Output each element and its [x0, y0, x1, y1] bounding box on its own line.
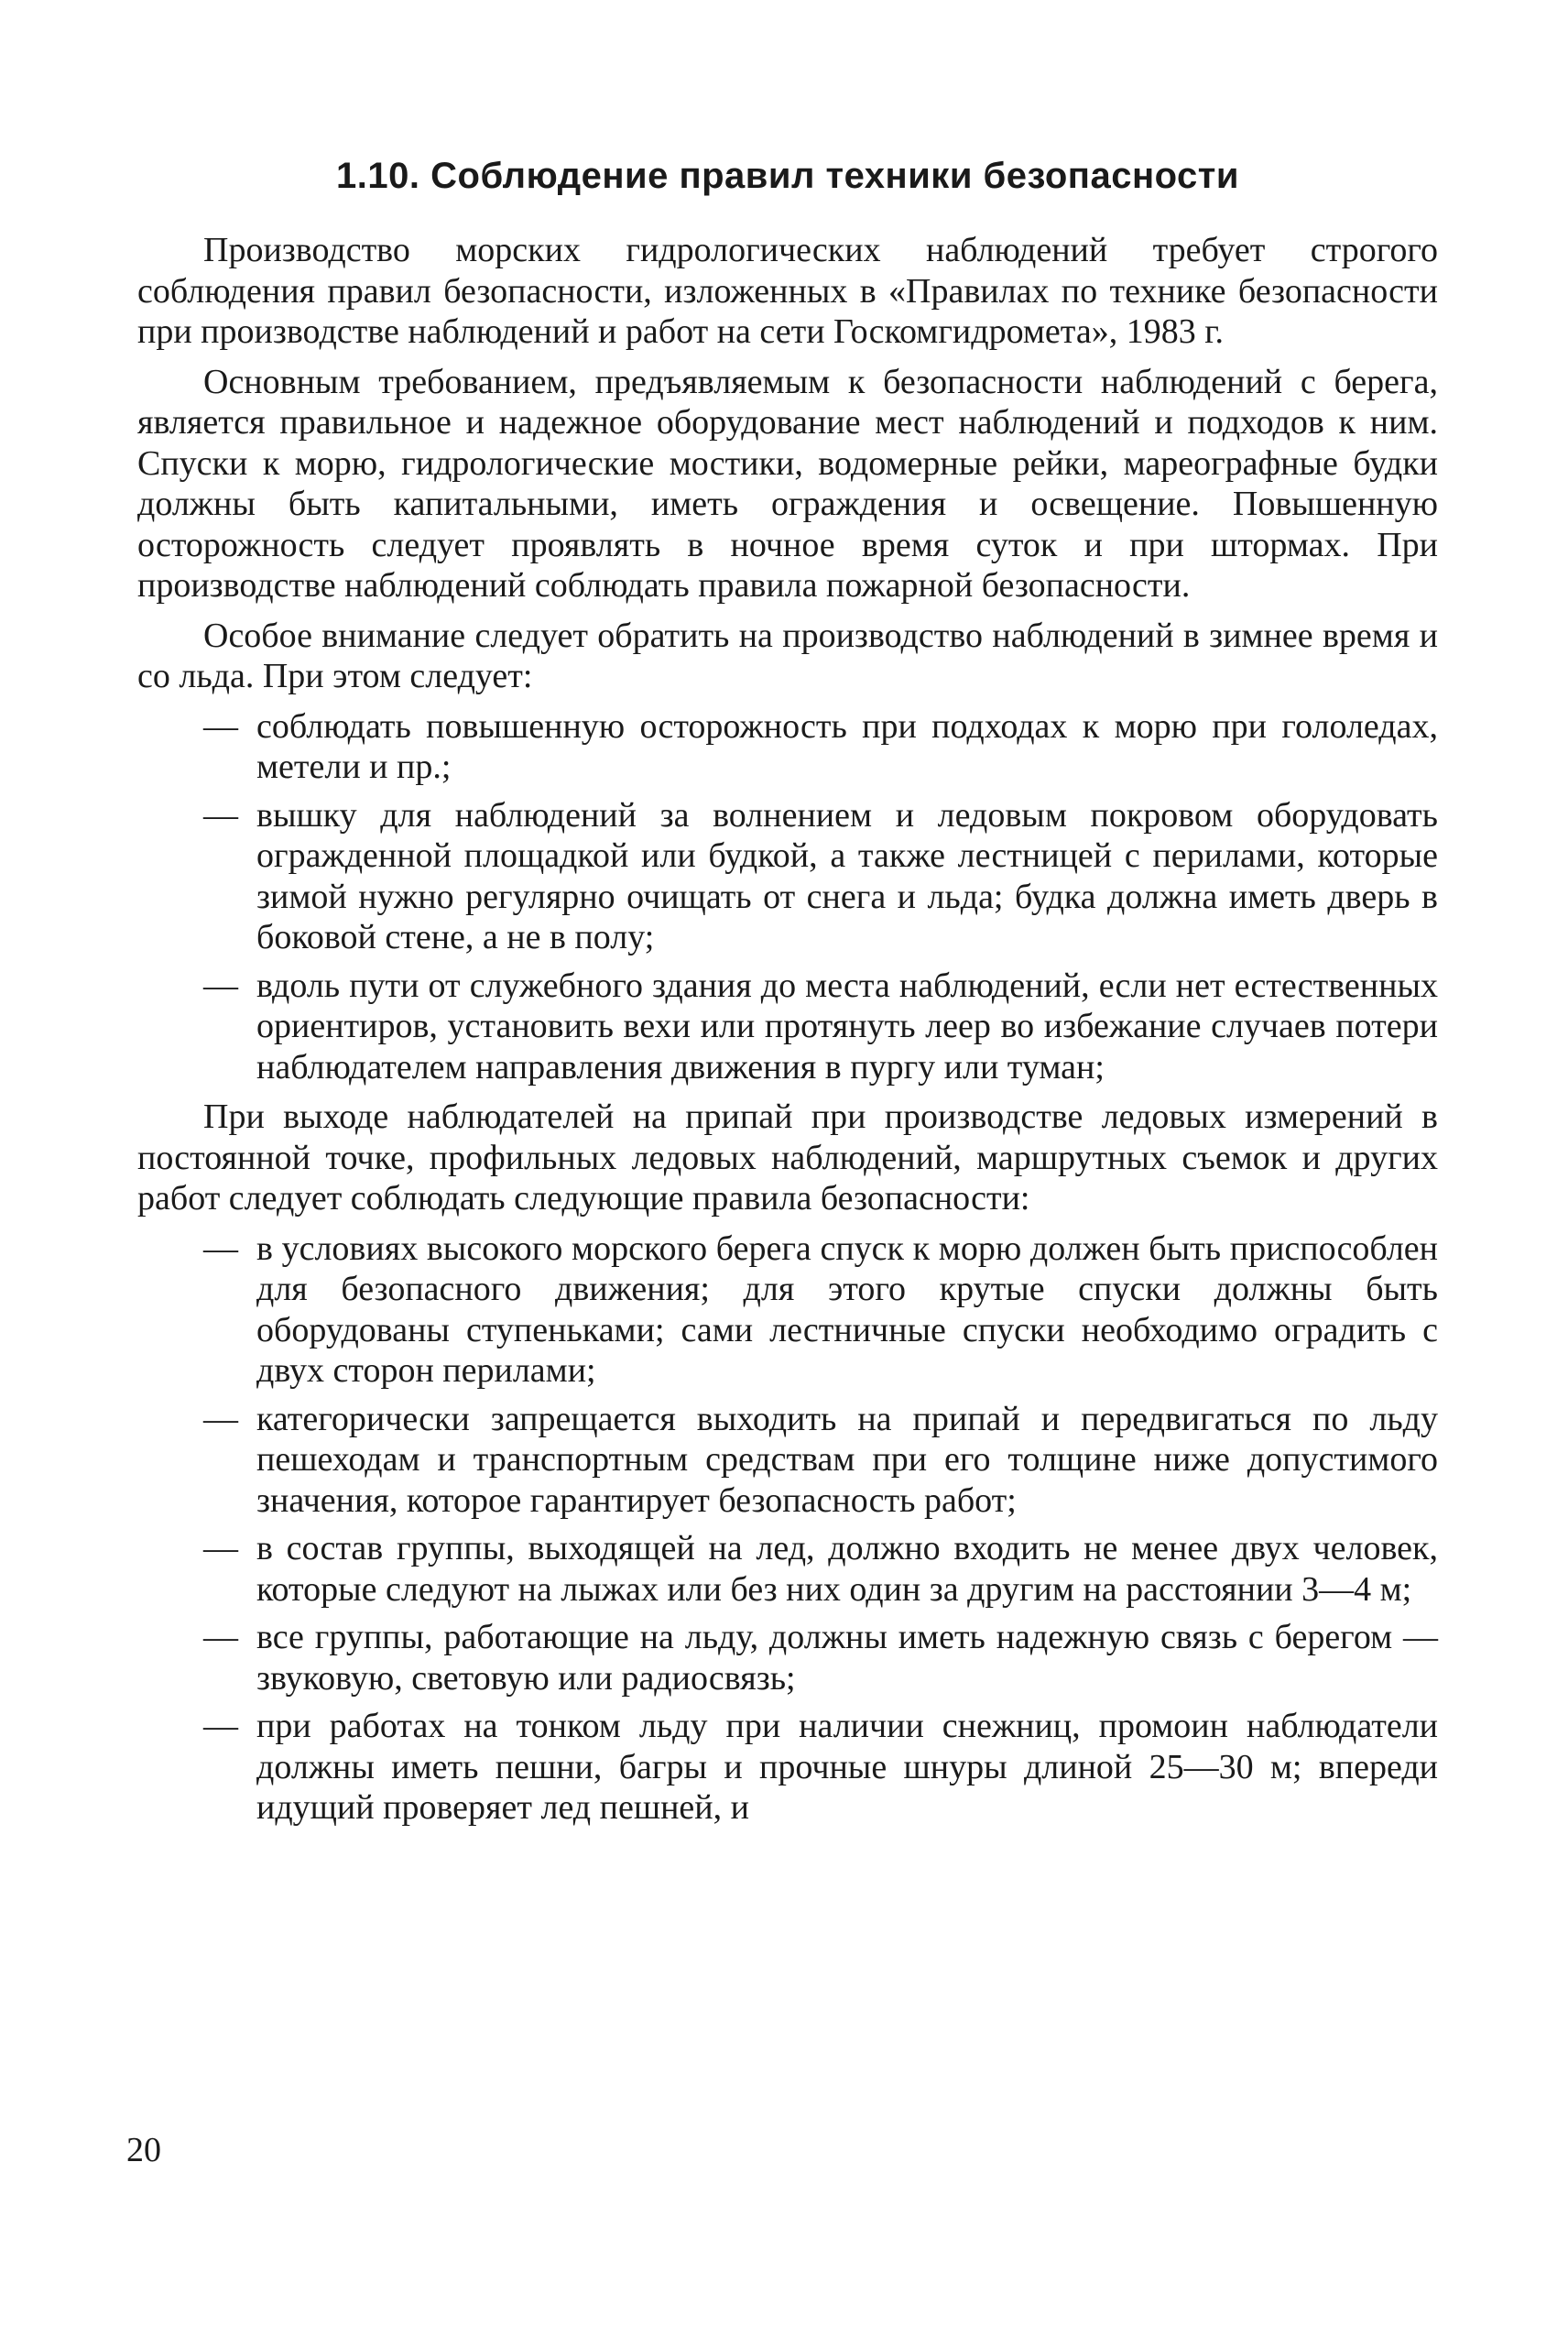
dash-bullet: —: [203, 1529, 238, 1567]
section-heading: 1.10. Соблюдение правил техники безопасности: [336, 156, 1239, 196]
list-item: [137, 795, 1438, 958]
list-item-text: при работах на тонком льду при наличии снежниц, промоин наблюдатели должны иметь пешни, багры и прочные шнуры длиной 25—30 м; впереди идущий проверяет лед пешней, и: [256, 1707, 1438, 1827]
dash-bullet: —: [203, 1707, 238, 1745]
list-item: [137, 1617, 1438, 1698]
list-item-text: все группы, работающие на льду, должны иметь надежную связь с берегом — звуковую, световую или радиосвязь;: [256, 1618, 1438, 1698]
list-item: [137, 706, 1438, 788]
list-item: [137, 966, 1438, 1088]
document-page: [137, 137, 1438, 2272]
dash-bullet: —: [203, 795, 238, 835]
paragraph-3: Особое внимание следует обратить на производство наблюдений в зимнее время и со льда. При этом следует:: [137, 616, 1438, 695]
dash-bullet: —: [203, 706, 238, 746]
list-item: [137, 1528, 1438, 1610]
winter-safety-list: [137, 706, 1438, 1088]
paragraph-4: При выходе наблюдателей на припай при производстве ледовых измерений в постоянной точке, профильных ледовых наблюдений, маршрутных съемок и других работ следует соблюдать следующие правила безопасности:: [137, 1097, 1438, 1218]
paragraph-2: Основным требованием, предъявляемым к безопасности наблюдений с берега, является правильное и надежное оборудование мест наблюдений и подходов к ним. Спуски к морю, гидрологические мостики, водомерные рейки, мареографные будки должны быть капитальными, иметь ограждения и освещение. Повышенную осторожность следует проявлять в ночное время суток и при штормах. При производстве наблюдений соблюдать правила пожарной безопасности.: [137, 362, 1438, 605]
list-item-text: категорически запрещается выходить на припай и передвигаться по льду пешеходам и транспортным средствам при его толщине ниже допустимого значения, которое гарантирует безопасность работ;: [256, 1399, 1438, 1520]
list-item: [137, 1229, 1438, 1392]
list-item-text: соблюдать повышенную осторожность при подходах к морю при гололедах, метели и пр.;: [256, 706, 1438, 786]
dash-bullet: —: [203, 1399, 238, 1438]
list-item: [137, 1399, 1438, 1522]
list-item-text: в условиях высокого морского берега спуск к морю должен быть приспособлен для безопасного движения; для этого крутые спуски должны быть оборудованы ступеньками; сами лестничные спуски необходимо оградить с двух сторон перилами;: [256, 1229, 1438, 1390]
dash-bullet: —: [203, 1618, 238, 1656]
list-item-text: в состав группы, выходящей на лед, должно входить не менее двух человек, которые следуют на лыжах или без них один за другим на расстоянии 3—4 м;: [256, 1529, 1438, 1609]
list-item-text: вдоль пути от служебного здания до места наблюдений, если нет естественных ориентиров, установить вехи или протянуть леер во избежание случаев потери наблюдателем направления движения в пургу или туман;: [256, 966, 1438, 1087]
dash-bullet: —: [203, 966, 238, 1005]
list-item-text: вышку для наблюдений за волнением и ледовым покровом оборудовать огражденной площадкой или будкой, а также лестницей с перилами, которые зимой нужно регулярно очищать от снега и льда; будка должна иметь дверь в боковой стене, а не в полу;: [256, 795, 1438, 956]
dash-bullet: —: [203, 1229, 238, 1268]
list-item: [137, 1706, 1438, 1829]
ice-safety-list: [137, 1229, 1438, 1829]
paragraph-1: Производство морских гидрологических наблюдений требует строгого соблюдения правил безопасности, изложенных в «Правилах по технике безопасности при производстве наблюдений и работ на сети Госкомгидромета», 1983 г.: [137, 231, 1438, 351]
page-number: 20: [126, 2131, 161, 2169]
